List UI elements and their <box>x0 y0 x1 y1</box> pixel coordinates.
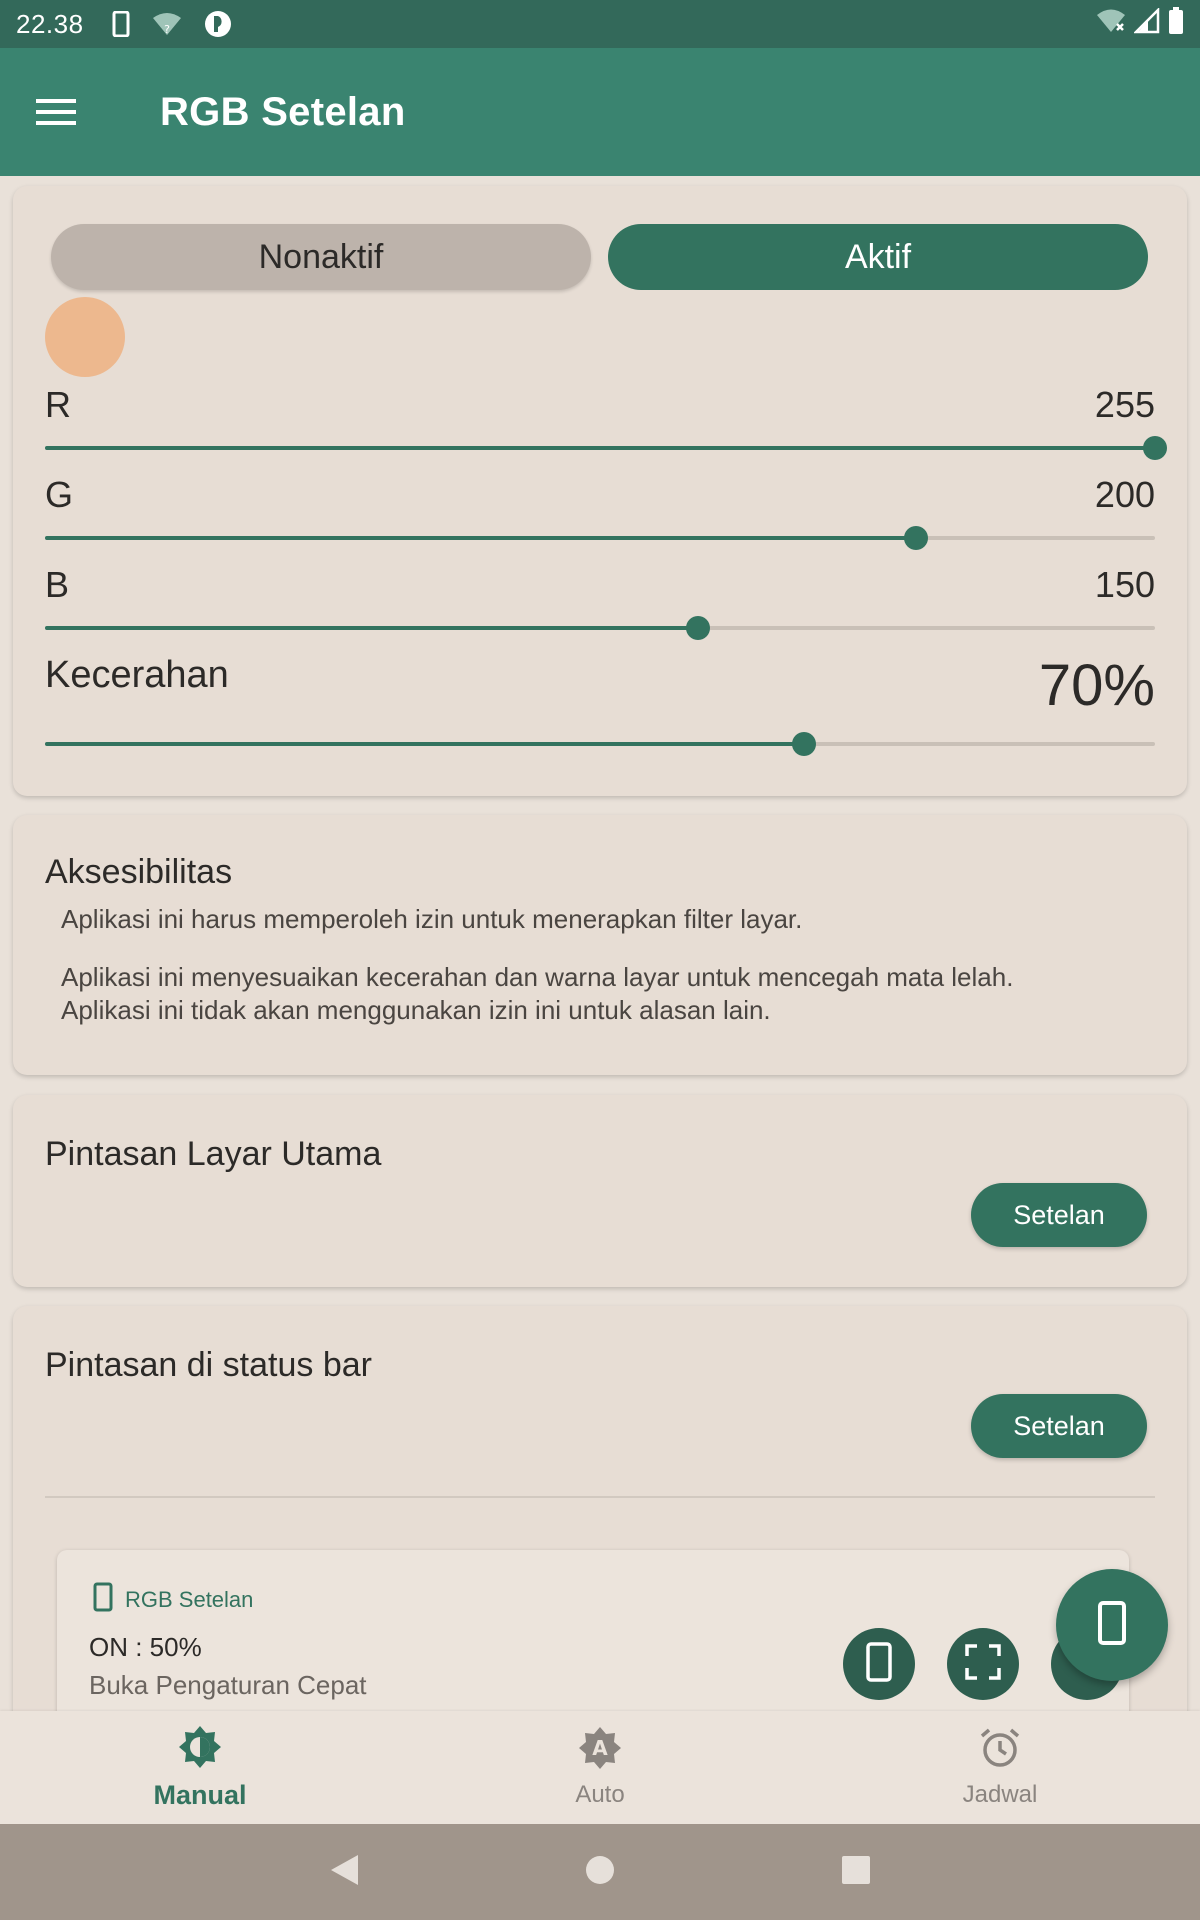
bottom-navigation <box>0 1711 1200 1824</box>
blue-slider-fill <box>45 626 698 630</box>
menu-icon[interactable] <box>28 84 84 140</box>
red-slider[interactable] <box>45 446 1155 450</box>
tab-auto[interactable] <box>400 1711 800 1824</box>
green-slider-fill <box>45 536 916 540</box>
app-notification-icon <box>204 10 232 38</box>
notification-subtext: Buka Pengaturan Cepat <box>89 1670 367 1700</box>
statusbar-shortcut-card <box>13 1306 1187 1726</box>
svg-text:?: ? <box>163 23 170 36</box>
status-time: 22.38 <box>16 8 84 39</box>
phone-icon <box>93 1582 113 1618</box>
accessibility-usage-text: Aplikasi ini tidak akan menggunakan izin ini untuk alasan lain. <box>61 995 771 1025</box>
accessibility-title: Aksesibilitas <box>45 853 233 891</box>
recents-button[interactable] <box>728 1855 984 1890</box>
alarm-clock-icon <box>978 1726 1022 1775</box>
green-slider-row <box>45 474 1155 554</box>
blue-value: 150 <box>1094 564 1155 605</box>
statusbar-shortcut-settings-button[interactable]: Setelan <box>971 1394 1147 1458</box>
notification-phone-button[interactable] <box>843 1628 915 1700</box>
recents-square-icon <box>841 1855 871 1890</box>
home-shortcut-settings-button[interactable]: Setelan <box>971 1183 1147 1247</box>
svg-text:A: A <box>592 1736 608 1760</box>
tab-jadwal[interactable] <box>800 1711 1200 1824</box>
red-label: R <box>45 384 71 425</box>
brightness-slider[interactable] <box>45 742 1155 746</box>
brightness-slider-thumb[interactable] <box>792 732 816 756</box>
color-preview-swatch <box>45 297 125 377</box>
tab-manual[interactable] <box>0 1711 400 1824</box>
accessibility-purpose-text: Aplikasi ini menyesuaikan kecerahan dan warna layar untuk mencegah mata lelah. <box>61 962 1014 992</box>
blue-slider-row <box>45 564 1155 644</box>
tab-jadwal-label: Jadwal <box>962 1781 1038 1808</box>
home-shortcut-card <box>13 1095 1187 1287</box>
brightness-icon <box>178 1725 222 1774</box>
red-slider-fill <box>45 446 1155 450</box>
nonaktif-button[interactable]: Nonaktif <box>51 224 591 290</box>
wifi-question-icon <box>152 12 182 36</box>
phone-icon <box>866 1642 892 1687</box>
notification-app-name: RGB Setelan <box>125 1587 254 1612</box>
tab-manual-label: Manual <box>153 1779 247 1810</box>
aktif-button[interactable]: Aktif <box>608 224 1148 290</box>
phone-icon <box>112 11 130 37</box>
battery-icon <box>1168 7 1184 42</box>
brightness-slider-fill <box>45 742 804 746</box>
red-value: 255 <box>1094 384 1155 425</box>
green-slider[interactable] <box>45 536 1155 540</box>
notification-fullscreen-button[interactable] <box>947 1628 1019 1700</box>
home-shortcut-title: Pintasan Layar Utama <box>45 1135 382 1173</box>
app-bar <box>0 48 1200 176</box>
red-slider-thumb[interactable] <box>1143 436 1167 460</box>
phone-fab-button[interactable] <box>1056 1569 1168 1681</box>
statusbar-shortcut-title: Pintasan di status bar <box>45 1346 372 1384</box>
red-slider-row <box>45 384 1155 464</box>
back-triangle-icon <box>328 1853 360 1892</box>
app-title: RGB Setelan <box>160 89 406 134</box>
system-status-bar <box>0 0 1200 48</box>
brightness-slider-row <box>45 654 1155 774</box>
accessibility-card <box>13 815 1187 1075</box>
auto-brightness-icon <box>578 1726 622 1775</box>
signal-icon <box>1134 8 1160 41</box>
tab-auto-label: Auto <box>575 1781 625 1808</box>
green-value: 200 <box>1094 474 1155 515</box>
notification-status-text: ON : 50% <box>89 1632 202 1662</box>
fullscreen-icon <box>965 1644 1001 1685</box>
back-button[interactable] <box>216 1853 472 1892</box>
green-slider-thumb[interactable] <box>904 526 928 550</box>
wifi-off-icon <box>1096 8 1126 41</box>
brightness-label: Kecerahan <box>45 654 229 696</box>
blue-label: B <box>45 564 70 605</box>
blue-slider-thumb[interactable] <box>686 616 710 640</box>
color-settings-card <box>13 186 1187 796</box>
divider <box>45 1496 1155 1498</box>
notification-header <box>93 1582 253 1618</box>
brightness-value: 70% <box>1038 653 1155 718</box>
home-circle-icon <box>584 1854 616 1891</box>
system-navigation-bar <box>0 1824 1200 1920</box>
blue-slider[interactable] <box>45 626 1155 630</box>
home-button[interactable] <box>472 1854 728 1891</box>
accessibility-permission-text: Aplikasi ini harus memperoleh izin untuk menerapkan filter layar. <box>61 904 803 934</box>
green-label: G <box>45 474 74 515</box>
phone-icon <box>1098 1601 1126 1650</box>
